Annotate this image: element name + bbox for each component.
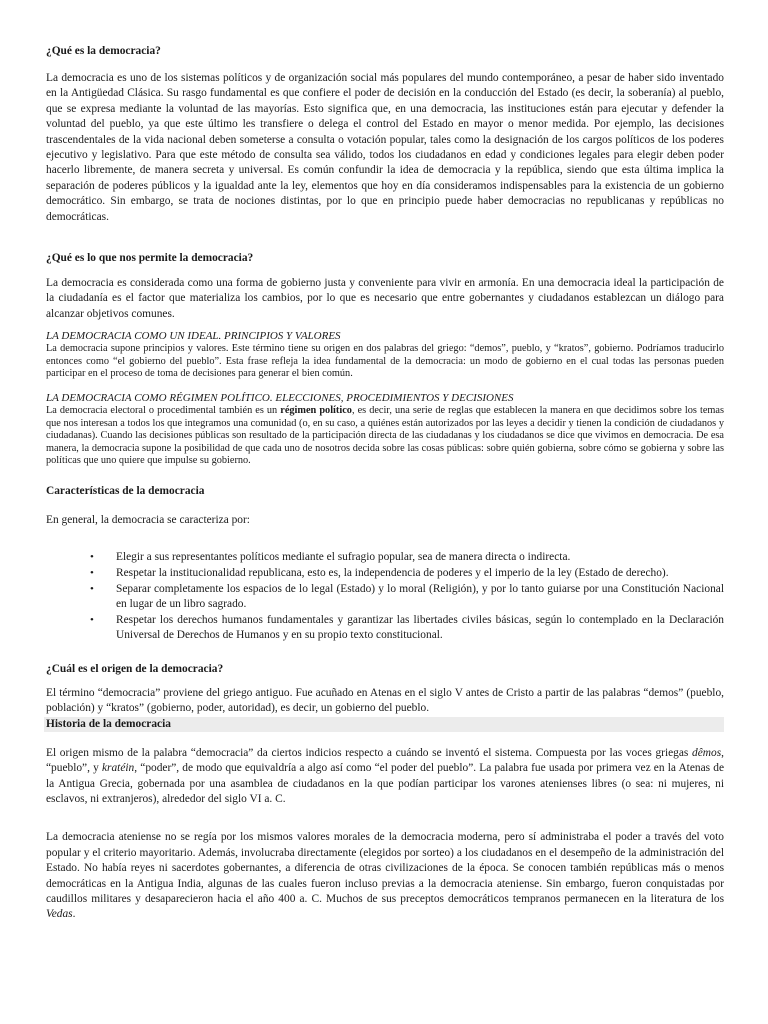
- paragraph-definicion: La democracia es uno de los sistemas políticos y de organización social más populares del mundo contemporáneo, a pesar de haber sido inventado en la Antigüedad Clásica. Su rasgo fundamental es que confiere el poder de decisión en la conducción del Estado (es decir, la soberanía) al pueblo, que se expresa mediante la voluntad de las mayorías. Esto significa que, en una democracia, las instituciones están para ejecutar y defender la voluntad del pueblo, ya que este último les transfiere o delega el control del Estado en mayor o menor medida. Por ejemplo, las decisiones trascendentales de la vida nacional deben someterse a consulta o votación popular, tales como la designación de los cargos políticos de los poderes ejecutivo y legislativo. Para que este método de consulta sea válido, todos los ciudadanos en edad y condiciones legales para elegir deben poder hacerlo libremente, de manera secreta y universal. Es común confundir la idea de democracia y la república, siendo que esta última implica la separación de poderes públicos y la igualdad ante la ley, elementos que hoy en día consideramos indispensables para la existencia de un gobierno democrático. Sin embargo, se trata de nociones distintas, por lo que en principio puede haber democracias no republicanas y repúblicas no democráticas.: [46, 72, 724, 223]
- text-segment: La democracia electoral o procedimental también es un: [46, 405, 281, 417]
- list-item: • Elegir a sus representantes políticos mediante el sufragio popular, sea de manera directa o indirecta.: [116, 550, 724, 566]
- list-item: • Respetar los derechos humanos fundamentales y garantizar las libertades civiles básicas, según lo contemplado en la Declaración Universal de Derechos de Humanos y en su propio texto constitucional.: [116, 613, 724, 644]
- heading-caracteristicas: Características de la democracia: [46, 485, 205, 498]
- subheading-regimen: LA DEMOCRACIA COMO RÉGIMEN POLÍTICO. ELECCIONES, PROCEDIMIENTOS Y DECISIONES: [46, 392, 514, 405]
- text-segment: El origen mismo de la palabra “democracia” da ciertos indicios respecto a cuándo se inventó el sistema. Compuesta por las voces griegas: [46, 746, 693, 759]
- list-item: • Separar completamente los espacios de lo legal (Estado) y lo moral (Religión), y por lo tanto guiarse por una Constitución Nacional en lugar de un libro sagrado.: [116, 582, 724, 613]
- italic-vedas: Vedas: [46, 908, 73, 921]
- text-segment: .: [72, 908, 76, 921]
- text-segment: , es decir, una serie de reglas que establecen la manera en que decidimos sobre los temas que nos interesan a todos los que integramos una comunidad (o, en su caso, a quiénes están autorizados por las leyes a decidir y tienen la condición de ciudadanos y ciudadanas). Cuando las decisiones públicas son resultado de la participación directa de las ciudadanas y los ciudadanos se dice que vivimos en democracia. De esa manera, la democracia supone la posibilidad de que cada uno de nosotros decida sobre las cosas públicas: sobre quién gobierna, sobre cómo se gobierna y sobre las políticas que uno quiere que impulse su gobierno.: [46, 405, 724, 467]
- italic-kratein: kratéin: [101, 762, 135, 775]
- paragraph-democracia-ateniense: [46, 830, 724, 922]
- paragraph-principios-valores: La democracia supone principios y valores. Este término tiene su origen en dos palabras del griego: “demos”, pueblo, y “kratos”, gobierno. Podríamos traducirlo entonces como “el gobierno del pueblo”. Esta frase refleja la idea fundamental de la democracia: un modo de gobierno en el cual todas las personas pueden participar en el proceso de toma de decisiones para generar el bien común.: [46, 343, 724, 380]
- italic-demos: dêmos: [692, 746, 722, 759]
- heading-que-es-democracia: ¿Qué es la democracia?: [46, 45, 161, 57]
- text-segment: La democracia ateniense no se regía por los mismos valores morales de la democracia moderna, pero sí administraba el poder a través del voto popular y el criterio mayoritario. Además, involucraba directamente (elegidos por sorteo) a los ciudadanos en el desempeño de la administración del Estado. No había reyes ni sacerdotes gobernantes, a diferencia de otras civilizaciones de la época. Se conocen también repúblicas más o menos democráticas en la Antigua India, algunas de las cuales fueron incluso previas a la democracia ateniense. Sin embargo, fueron conquistadas por caudillos militares y desaparecieron hacia el año 400 a. C. Muchos de sus preceptos democráticos tempranos permanecen en la literatura de los: [46, 831, 724, 906]
- paragraph-historia-origen: [46, 746, 724, 808]
- heading-origen: ¿Cuál es el origen de la democracia?: [46, 663, 224, 675]
- bold-regimen-politico: régimen político: [280, 405, 352, 417]
- heading-historia: Historia de la democracia: [44, 717, 724, 732]
- list-item: • Respetar la institucionalidad republicana, esto es, la independencia de poderes y el imperio de la ley (Estado de derecho).: [116, 566, 724, 582]
- paragraph-forma-gobierno: La democracia es considerada como una forma de gobierno justa y conveniente para vivir en armonía. En una democracia ideal la participación de la ciudadanía es el factor que materializa los cambios, por lo que es necesario que entre gobernantes y ciudadanos establezcan un diálogo para alcanzar objetivos comunes.: [46, 277, 724, 320]
- heading-que-permite: ¿Qué es lo que nos permite la democracia?: [46, 252, 254, 265]
- paragraph-caracteristicas-intro: En general, la democracia se caracteriza por:: [46, 514, 250, 527]
- paragraph-origen: El término “democracia” proviene del griego antiguo. Fue acuñado en Atenas en el siglo V antes de Cristo a partir de las palabras “demos” (pueblo, población) y “kratos” (gobierno, poder, autoridad), es decir, un gobierno del pueblo.: [46, 687, 724, 715]
- text-segment: , “poder”, de modo que equivaldría a algo así como “el poder del pueblo”. La palabra fue usada por primera vez en la Atenas de la Antigua Grecia, gobernada por una asamblea de ciudadanos en la que podían participar los varones atenienses libres (o sea: ni mujeres, ni esclavos, ni extranjeros), alrededor del siglo VI a. C.: [46, 762, 724, 806]
- paragraph-regimen-politico: [46, 405, 724, 468]
- list-caracteristicas: [46, 550, 724, 644]
- subheading-ideal: LA DEMOCRACIA COMO UN IDEAL. PRINCIPIOS Y VALORES: [46, 330, 341, 343]
- text-segment: , “pueblo”, y: [46, 746, 724, 775]
